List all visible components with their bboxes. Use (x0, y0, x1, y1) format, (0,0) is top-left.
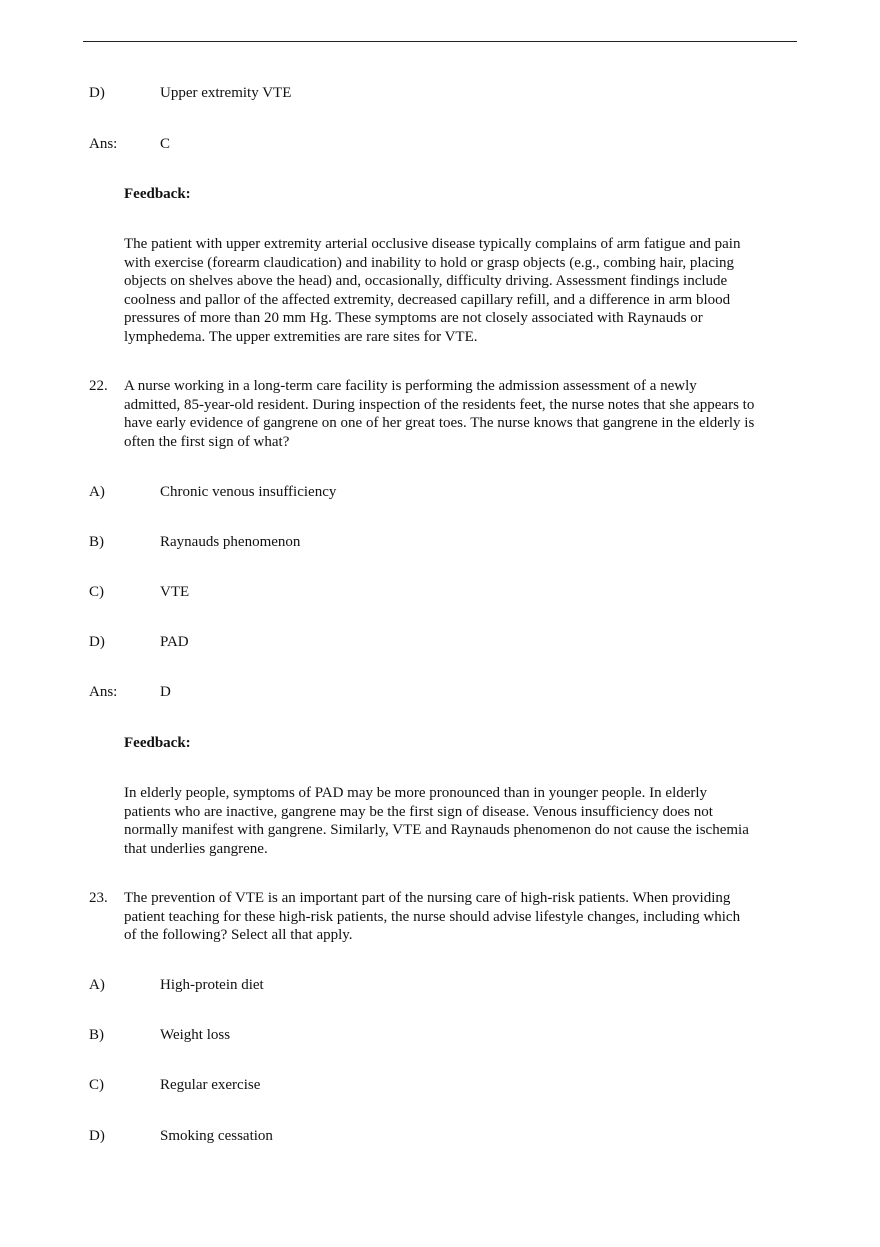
stem-line: of the following? Select all that apply. (124, 927, 353, 944)
q22-answer-label: Ans: (89, 684, 118, 700)
q22-option-c-label: C) (89, 584, 104, 600)
q22-stem (124, 377, 798, 451)
q22-answer-value: D (160, 684, 171, 700)
q23-option-a-text: High-protein diet (160, 977, 264, 993)
stem-line: often the first sign of what? (124, 433, 290, 450)
q22-number: 22. (89, 378, 108, 394)
feedback-line: patients who are inactive, gangrene may be the first sign of disease. Venous insufficiency does not (124, 803, 713, 820)
q22-option-d-text: PAD (160, 634, 189, 650)
q22-option-a-label: A) (89, 484, 105, 500)
q23-option-d-text: Smoking cessation (160, 1128, 273, 1144)
feedback-line: The patient with upper extremity arterial occlusive disease typically complains of arm fatigue and pain (124, 236, 741, 252)
prev-answer-value: C (160, 136, 171, 152)
q23-option-c-text: Regular exercise (160, 1077, 261, 1093)
q22-option-b-text: Raynauds phenomenon (160, 534, 301, 550)
q23-option-c-label: C) (89, 1077, 104, 1093)
stem-line: have early evidence of gangrene on one of her great toes. The nurse knows that gangrene in the elderly is (124, 415, 755, 432)
prev-option-d-label: D) (89, 85, 105, 101)
q22-feedback-text (124, 784, 798, 858)
stem-line: admitted, 85-year-old resident. During inspection of the residents feet, the nurse notes that she appears to (124, 396, 755, 413)
feedback-line: with exercise (forearm claudication) and inability to hold or grasp objects (e.g., combing hair, placing (124, 254, 735, 271)
stem-line: A nurse working in a long-term care facility is performing the admission assessment of a newly (124, 378, 697, 394)
feedback-line: normally manifest with gangrene. Similarly, VTE and Raynauds phenomenon do not cause the ischemia (124, 822, 749, 839)
prev-option-d-text: Upper extremity VTE (160, 85, 292, 101)
q22-option-c-text: VTE (160, 584, 190, 600)
q23-option-a-label: A) (89, 977, 105, 993)
feedback-line: In elderly people, symptoms of PAD may be more pronounced than in younger people. In elderly (124, 785, 708, 801)
q23-option-b-text: Weight loss (160, 1027, 231, 1043)
q22-option-a-text: Chronic venous insufficiency (160, 484, 337, 500)
q23-option-d-label: D) (89, 1128, 105, 1144)
feedback-line: coolness and pallor of the affected extremity, decreased capillary refill, and a difference in arm blood (124, 291, 731, 308)
prev-answer-label: Ans: (89, 136, 118, 152)
prev-feedback-heading: Feedback: (124, 186, 191, 202)
feedback-line: objects on shelves above the head) and, occasionally, difficulty driving. Assessment findings include (124, 273, 728, 290)
feedback-line: that underlies gangrene. (124, 840, 268, 857)
q23-number: 23. (89, 890, 108, 906)
q23-option-b-label: B) (89, 1027, 104, 1043)
prev-feedback-text (124, 235, 798, 347)
feedback-line: lymphedema. The upper extremities are rare sites for VTE. (124, 328, 478, 345)
stem-line: The prevention of VTE is an important part of the nursing care of high-risk patients. When providing (124, 890, 731, 906)
q22-option-d-label: D) (89, 634, 105, 650)
q23-stem (124, 889, 798, 945)
q22-option-b-label: B) (89, 534, 104, 550)
header-rule (83, 41, 797, 42)
q22-feedback-heading: Feedback: (124, 735, 191, 751)
stem-line: patient teaching for these high-risk patients, the nurse should advise lifestyle changes, including which (124, 908, 741, 925)
feedback-line: pressures of more than 20 mm Hg. These symptoms are not closely associated with Raynauds or (124, 310, 703, 327)
